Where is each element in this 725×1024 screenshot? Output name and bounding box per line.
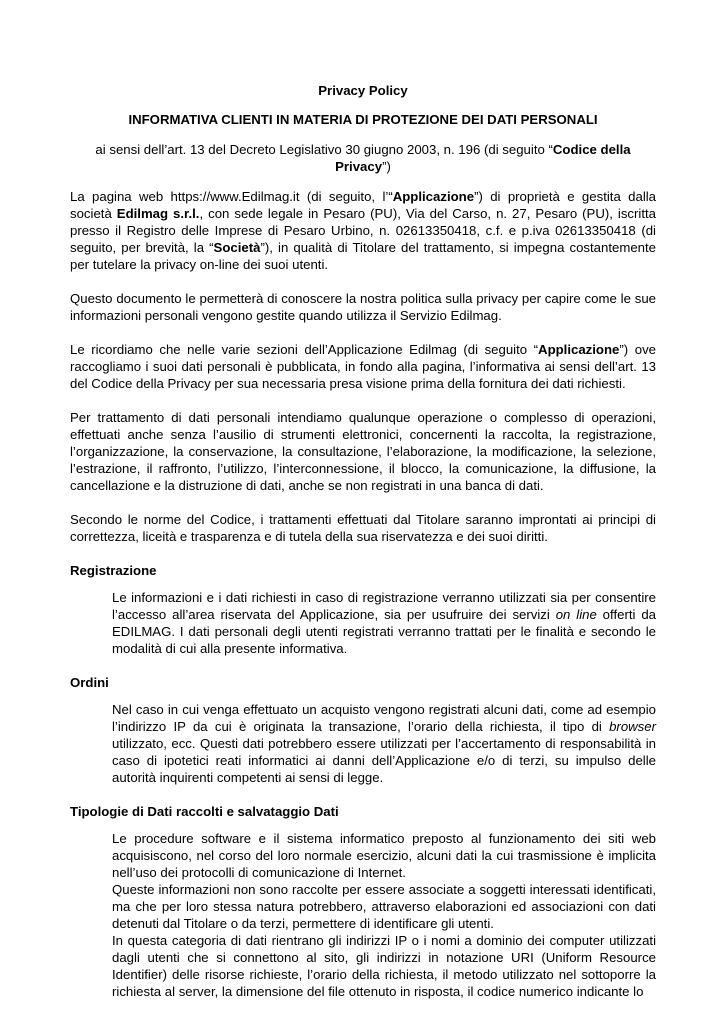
section-heading-registrazione: Registrazione <box>70 563 157 578</box>
tipologie-paragraph-3: In questa categoria di dati rientrano gli indirizzi IP o i nomi a dominio dei computer utilizzati dagli utenti che si connettono al sito, gli indirizzi in notazione URI (Uniform Resource Identifier) delle risorse richieste, l’orario della richiesta, il metodo utilizzato nel sottoporre la richiesta al server, la dimensione del file ottenuto in risposta, il codice numerico indicante lo <box>112 933 656 999</box>
notice-paragraph: Le ricordiamo che nelle varie sezioni dell’Applicazione Edilmag (di seguito “Applicazione”) ove raccogliamo i suoi dati personali è pubblicata, in fondo alla pagina, l’informativa ai sensi dell’art. 13 del Codice della Privacy per sua necessaria presa visione prima della fornitura dei dati richiesti. <box>70 342 656 391</box>
policy-purpose-paragraph: Questo documento le permetterà di conoscere la nostra politica sulla privacy per capire come le sue informazioni personali vengono gestite quando utilizza il Servizio Edilmag. <box>70 291 656 323</box>
intro-paragraph: La pagina web https://www.Edilmag.it (di seguito, l’“Applicazione”) di proprietà e gestita dalla società Edilmag s.r.l., con sede legale in Pesaro (PU), Via del Carso, n. 27, Pesaro (PU), iscritta presso il Registro delle Imprese di Pesaro Urbino, n. 02613350418, c.f. e p.iva 02613350418 (di seguito, per brevità, la “Società”), in qualità di Titolare del trattamento, si impegna costantemente per tutelare la privacy on-line dei suoi utenti. <box>70 189 657 272</box>
document-subtitle: INFORMATIVA CLIENTI IN MATERIA DI PROTEZIONE DEI DATI PERSONALI <box>128 112 598 127</box>
tipologie-paragraph-1: Le procedure software e il sistema informatico preposto al funzionamento dei siti web acquisiscono, nel corso del loro normale esercizio, alcuni dati la cui trasmissione è implicita nell’uso dei protocolli di comunicazione di Internet. <box>112 831 656 880</box>
legal-reference: ai sensi dell’art. 13 del Decreto Legislativo 30 giugno 2003, n. 196 (di seguito “Codice della Privacy”) <box>95 142 631 174</box>
section-body-tipologie <box>112 830 656 1000</box>
document-page <box>70 82 656 1000</box>
tipologie-paragraph-2: Queste informazioni non sono raccolte per essere associate a soggetti interessati identificati, ma che per loro stessa natura potrebbero, attraverso elaborazioni ed associazioni con dati detenuti dal Titolare o da terzi, permettere di identificare gli utenti. <box>112 882 656 931</box>
section-body-ordini: Nel caso in cui venga effettuato un acquisto vengono registrati alcuni dati, come ad esempio l’indirizzo IP da cui è originata la transazione, l’orario della richiesta, il tipo di browser utilizzato, ecc. Questi dati potrebbero essere utilizzati per l’accertamento di responsabilità in caso di ipotetici reati informatici ai danni dell’Applicazione e/o di terzi, su impulso delle autorità inquirenti competenti ai sensi di legge. <box>112 702 656 785</box>
processing-definition-paragraph: Per trattamento di dati personali intendiamo qualunque operazione o complesso di operazioni, effettuati anche senza l’ausilio di strumenti elettronici, concernenti la raccolta, la registrazione, l’organizzazione, la conservazione, la consultazione, l’elaborazione, la modificazione, la selezione, l’estrazione, il raffronto, l’utilizzo, l’interconnessione, il blocco, la comunicazione, la diffusione, la cancellazione e la distruzione di dati, anche se non registrati in una banca di dati. <box>70 410 656 493</box>
section-heading-tipologie: Tipologie di Dati raccolti e salvataggio Dati <box>70 804 339 819</box>
section-body-registrazione: Le informazioni e i dati richiesti in caso di registrazione verranno utilizzati sia per consentire l’accesso all’area riservata del Applicazione, sia per usufruire dei servizi on line offerti da EDILMAG. I dati personali degli utenti registrati verranno trattati per le finalità e secondo le modalità di cui alla presente informativa. <box>112 590 656 656</box>
principles-paragraph: Secondo le norme del Codice, i trattamenti effettuati dal Titolare saranno improntati ai principi di correttezza, liceità e trasparenza e di tutela della sua riservatezza e dei suoi diritti. <box>70 512 656 544</box>
page-title: Privacy Policy <box>318 83 408 98</box>
section-heading-ordini: Ordini <box>70 675 109 690</box>
